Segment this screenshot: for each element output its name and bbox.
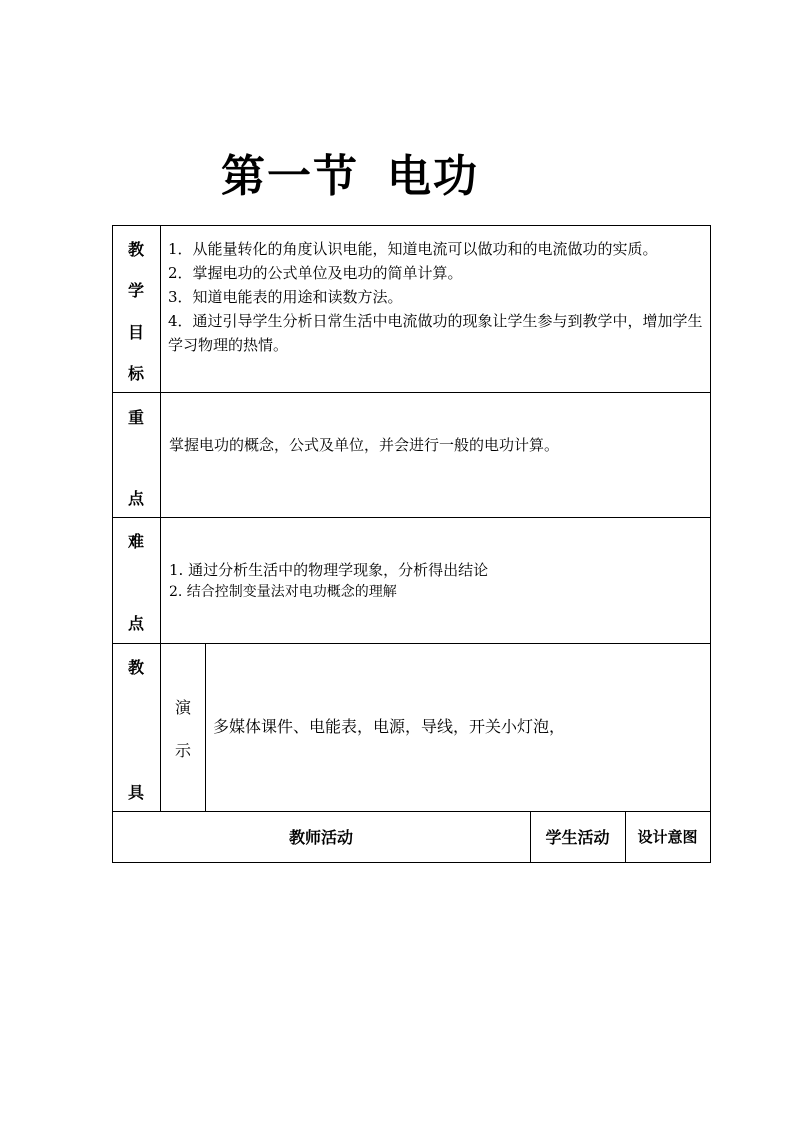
demo-label-char: 演 xyxy=(174,698,191,717)
page-title xyxy=(0,140,700,204)
teaching-aids-label-char: 教 xyxy=(127,658,144,677)
difficulty-item: 2. 结合控制变量法对电功概念的理解 xyxy=(169,584,397,600)
objectives-content xyxy=(168,237,704,357)
lesson-plan-table xyxy=(112,225,711,863)
key-points-label-char: 重 xyxy=(127,408,144,427)
table-border-right xyxy=(710,225,711,863)
objective-item: 1．从能量转化的角度认识电能，知道电流可以做功和的电流做功的实质。 xyxy=(168,240,658,258)
teacher-activity-header: 教师活动 xyxy=(288,828,353,847)
title-right: 电功 xyxy=(387,151,479,202)
sub-label-divider xyxy=(205,643,206,811)
difficulties-label-char: 点 xyxy=(127,614,144,633)
key-points-label-char: 点 xyxy=(127,489,144,508)
design-intent-header: 设计意图 xyxy=(637,828,698,846)
table-border-top xyxy=(112,225,711,226)
demo-label-char: 示 xyxy=(174,741,191,760)
objective-item: 4．通过引导学生分析日常生活中电流做功的现象让学生参与到教学中，增加学生学习物理的热情。 xyxy=(168,312,703,354)
student-activity-header: 学生活动 xyxy=(545,828,610,847)
teaching-aids-label-char: 具 xyxy=(127,783,144,802)
difficulties-content xyxy=(169,559,705,603)
label-column-divider xyxy=(160,225,161,811)
objectives-label-char: 标 xyxy=(127,364,144,383)
title-left: 第一节 xyxy=(221,151,359,202)
teaching-aids-text: 多媒体课件、电能表，电源，导线，开关小灯泡， xyxy=(213,717,566,736)
difficulties-label-char: 难 xyxy=(127,532,144,551)
key-points-text: 掌握电功的概念，公式及单位，并会进行一般的电功计算。 xyxy=(169,436,560,454)
objectives-label-char: 学 xyxy=(127,281,144,300)
objective-item: 2．掌握电功的公式单位及电功的简单计算。 xyxy=(168,264,463,282)
row-divider xyxy=(112,643,711,644)
objectives-label-char: 目 xyxy=(127,323,144,342)
objectives-label-char: 教 xyxy=(127,240,144,259)
objective-item: 3．知道电能表的用途和读数方法。 xyxy=(168,288,403,306)
difficulty-item: 1. 通过分析生活中的物理学现象，分析得出结论 xyxy=(169,561,489,579)
row-divider xyxy=(112,517,711,518)
row-divider xyxy=(112,392,711,393)
